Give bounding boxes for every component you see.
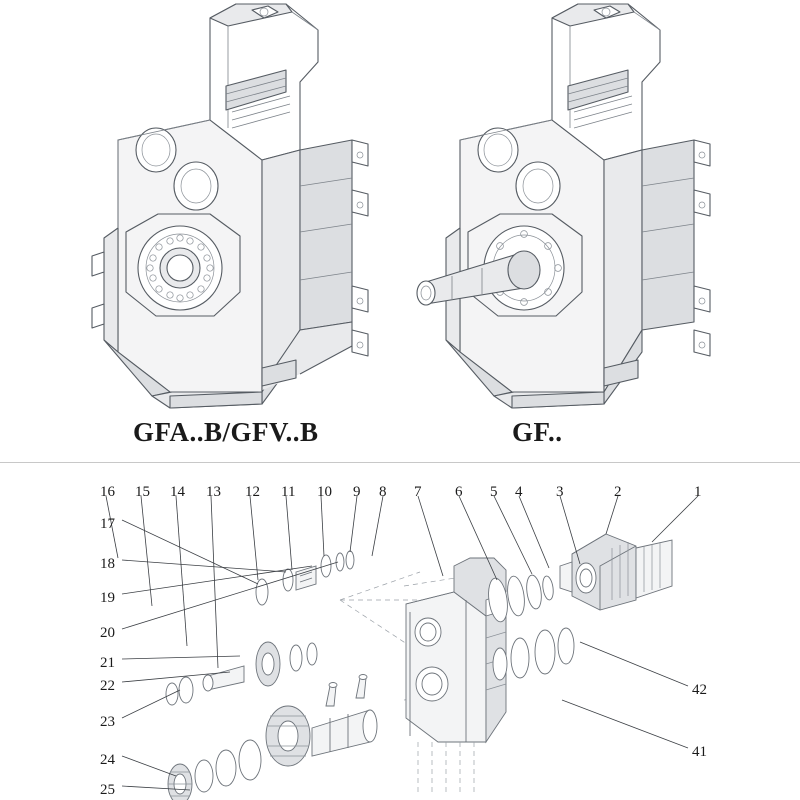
callout-label-24: 24 — [100, 752, 115, 768]
callout-label-42: 42 — [692, 682, 707, 698]
callout-label-16: 16 — [100, 484, 115, 500]
callout-label-9: 9 — [353, 484, 361, 500]
callout-label-7: 7 — [414, 484, 422, 500]
callout-label-15: 15 — [135, 484, 150, 500]
caption-right: GF.. — [512, 417, 563, 447]
callout-label-19: 19 — [100, 590, 115, 606]
callout-label-22: 22 — [100, 678, 115, 694]
callout-label-12: 12 — [245, 484, 260, 500]
callout-label-41: 41 — [692, 744, 707, 760]
gearbox-drawing-right — [417, 4, 710, 408]
callout-label-5: 5 — [490, 484, 498, 500]
callout-label-13: 13 — [206, 484, 221, 500]
callout-label-23: 23 — [100, 714, 115, 730]
callout-label-21: 21 — [100, 655, 115, 671]
section-divider — [0, 462, 800, 463]
callout-label-2: 2 — [614, 484, 622, 500]
callout-label-14: 14 — [170, 484, 185, 500]
gearbox-drawing-left — [92, 4, 368, 408]
callout-label-18: 18 — [100, 556, 115, 572]
callout-label-11: 11 — [281, 484, 296, 500]
callout-label-17: 17 — [100, 516, 115, 532]
callout-label-3: 3 — [556, 484, 564, 500]
callout-label-6: 6 — [455, 484, 463, 500]
callout-label-1: 1 — [694, 484, 702, 500]
callout-label-25: 25 — [100, 782, 115, 798]
exploded-assembly-drawing — [106, 496, 698, 800]
callout-label-10: 10 — [317, 484, 332, 500]
caption-left: GFA..B/GFV..B — [133, 417, 319, 447]
callout-label-20: 20 — [100, 625, 115, 641]
callout-label-8: 8 — [379, 484, 387, 500]
callout-label-4: 4 — [515, 484, 523, 500]
